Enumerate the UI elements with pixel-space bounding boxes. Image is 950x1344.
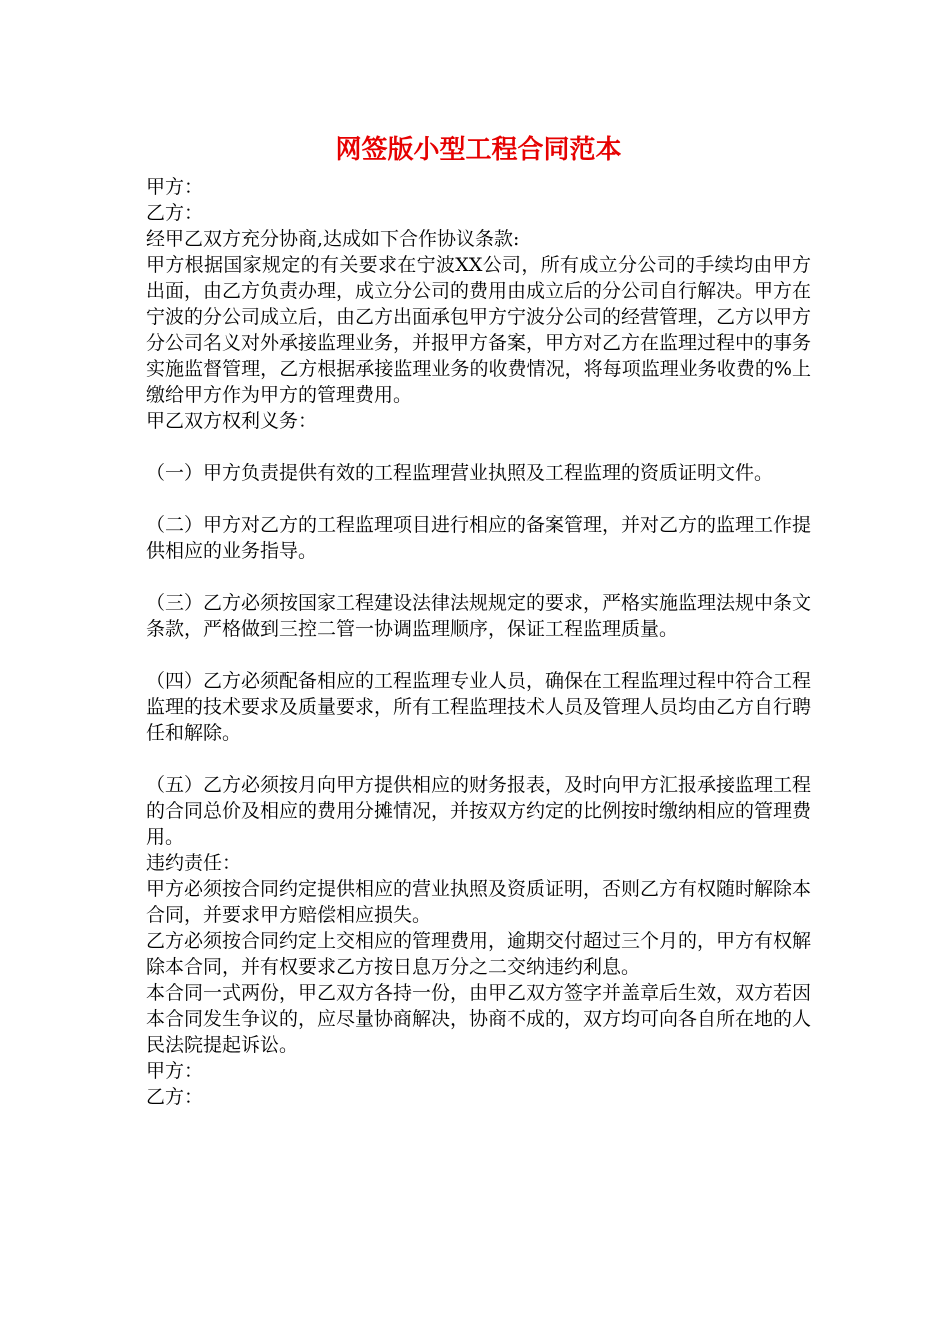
clause-4: （四）乙方必须配备相应的工程监理专业人员，确保在工程监理过程中符合工程监理的技术要求及质量要求，所有工程监理技术人员及管理人员均由乙方自行聘任和解除。 [146,670,812,744]
liability-party-a: 甲方必须按合同约定提供相应的营业执照及资质证明，否则乙方有权随时解除本合同，并要求甲方赔偿相应损失。 [146,878,812,926]
intro-paragraph: 经甲乙双方充分协商,达成如下合作协议条款: [146,228,520,250]
main-clause-paragraph: 甲方根据国家规定的有关要求在宁波XX公司，所有成立分公司的手续均由甲方出面，由乙方负责办理，成立分公司的费用由成立后的分公司自行解决。甲方在宁波的分公司成立后，由乙方出面承包甲方宁波分公司的经营管理，乙方以甲方分公司名义对外承接监理业务，并报甲方备案，甲方对乙方在监理过程中的事务实施监督管理，乙方根据承接监理业务的收费情况，将每项监理业务收费的%上缴给甲方作为甲方的管理费用。 [146,254,812,406]
document-page [146,130,811,1110]
clause-1: （一）甲方负责提供有效的工程监理营业执照及工程监理的资质证明文件。 [146,462,774,484]
liability-party-b: 乙方必须按合同约定上交相应的管理费用，逾期交付超过三个月的，甲方有权解除本合同，并有权要求乙方按日息万分之二交纳违约利息。 [146,930,812,978]
party-a-label: 甲方： [146,176,204,198]
clause-5: （五）乙方必须按月向甲方提供相应的财务报表，及时向甲方汇报承接监理工程的合同总价及相应的费用分摊情况，并按双方约定的比例按时缴纳相应的管理费用。 [146,774,812,848]
rights-obligations-heading: 甲乙双方权利义务： [146,410,318,432]
document-title: 网签版小型工程合同范本 [335,135,622,165]
party-b-label: 乙方： [146,202,204,224]
clause-2: （二）甲方对乙方的工程监理项目进行相应的备案管理，并对乙方的监理工作提供相应的业务指导。 [146,514,812,562]
signature-party-a: 甲方： [146,1060,204,1082]
clause-3: （三）乙方必须按国家工程建设法律法规规定的要求，严格实施监理法规中条文条款，严格做到三控二管一协调监理顺序，保证工程监理质量。 [146,592,812,640]
signature-party-b: 乙方： [146,1086,204,1108]
copies-dispute-paragraph: 本合同一式两份，甲乙双方各持一份，由甲乙双方签字并盖章后生效，双方若因本合同发生争议的，应尽量协商解决，协商不成的，双方均可向各自所在地的人民法院提起诉讼。 [146,982,812,1056]
liability-heading: 违约责任： [146,852,242,874]
